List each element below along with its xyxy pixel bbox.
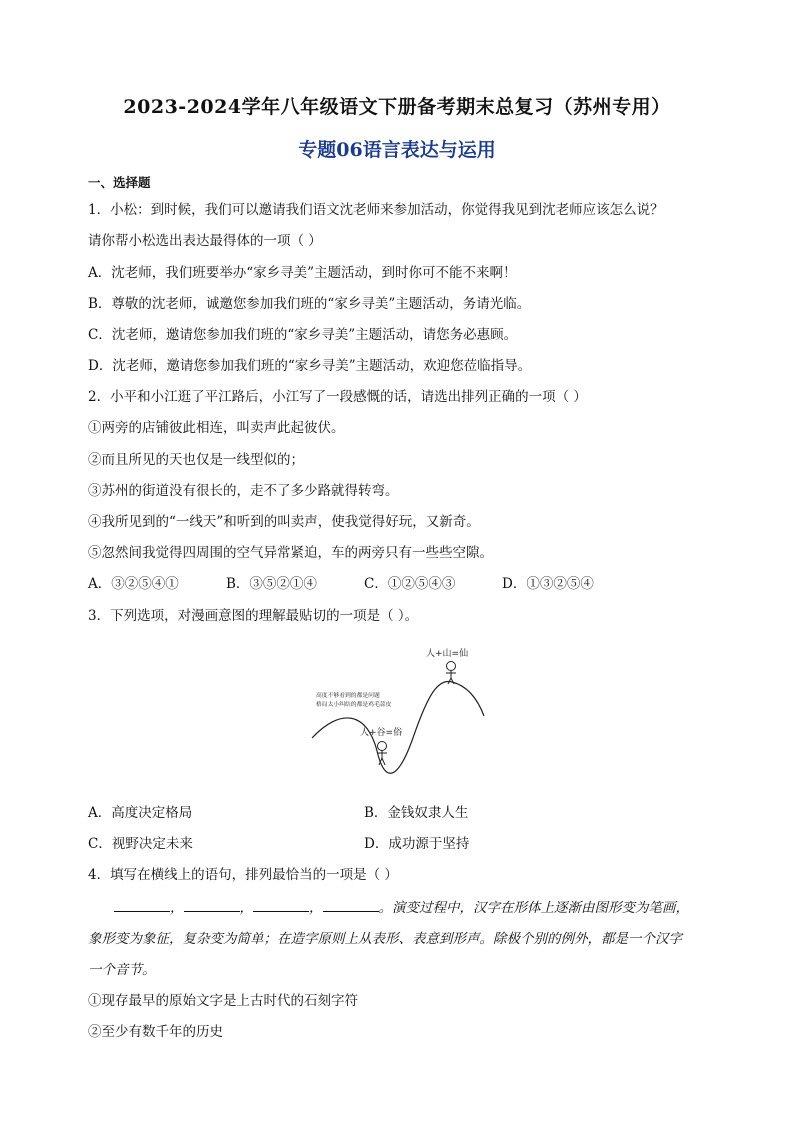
cartoon-top-label: 人+山=仙 [426,649,469,659]
blank-1 [114,899,170,912]
q3-option-d: D．成功源于坚持 [364,836,470,852]
q3-option-a: A．高度决定格局 [88,805,193,821]
q2-sentence-3: ③苏州的街道没有很长的，走不了多少路就得转弯。 [88,483,399,499]
q2-sentence-1: ①两旁的店铺彼此相连，叫卖声此起彼伏。 [88,420,345,436]
q1-stem-line1: 1．小松：到时候，我们可以邀请我们语文沈老师来参加活动，你觉得我见到沈老师应该怎么说？ [88,202,664,218]
document-title: 2023-2024学年八年级语文下册备考期末总复习（苏州专用） [123,96,671,118]
q3-cartoon [310,640,486,780]
q4-passage-line3: 一个音节。 [88,962,156,978]
blank-2 [184,899,240,912]
blank-3 [253,899,309,912]
q4-option-1: ①现存最早的原始文字是上古时代的石刻字符 [88,993,358,1009]
q2-option-a: A．③②⑤④① [88,576,179,592]
q3-option-b: B．金钱奴隶人生 [364,805,469,821]
q2-option-d: D．①③②⑤④ [502,576,594,592]
cartoon-caption-2: 格局太小纠结的都是鸡毛蒜皮 [316,702,392,708]
q1-option-d: D．沈老师，邀请您参加我们班的“家乡寻美”主题活动，欢迎您莅临指导。 [88,358,532,374]
document-subtitle: 专题06语言表达与运用 [298,139,496,161]
q1-option-c: C．沈老师，邀请您参加我们班的“家乡寻美”主题活动，请您务必惠顾。 [88,327,518,343]
blank-4 [323,899,379,912]
q1-option-a: A．沈老师，我们班要举办“家乡寻美”主题活动，到时你可不能不来啊！ [88,265,517,281]
figure-bottom-head [378,742,387,751]
q2-option-b: B．③⑤②①④ [226,576,317,592]
q4-passage-line2: 象形变为象征，复杂变为简单；在造字原则上从表形、表意到形声。除极个别的例外，都是一个汉字 [88,931,682,947]
q2-option-c: C．①②⑤④③ [364,576,456,592]
q2-sentence-5: ⑤忽然间我觉得四周围的空气异常紧迫，车的两旁只有一些些空隙。 [88,545,493,561]
section-heading: 一、选择题 [88,175,151,190]
cartoon-caption-1: 高度不够看到的都是问题 [316,693,380,699]
q2-sentence-2: ②而且所见的天也仅是一线型似的； [88,452,304,468]
q4-option-2: ②至少有数千年的历史 [88,1024,223,1040]
q3-stem: 3．下列选项，对漫画意图的理解最贴切的一项是（ ）。 [88,608,419,624]
q2-sentence-4: ④我所见到的“一线天”和听到的叫卖声，使我觉得好玩，又新奇。 [88,514,480,530]
cartoon-bottom-label: 人+谷=俗 [360,728,403,738]
q4-passage-text1: 演变过程中，汉字在形体上逐渐由图形变为笔画， [392,900,689,916]
q2-stem: 2．小平和小江逛了平江路后，小江写了一段感慨的话，请选出排列正确的一项（ ） [88,389,587,405]
q1-option-b: B．尊敬的沈老师，诚邀您参加我们班的“家乡寻美”主题活动，务请光临。 [88,296,531,312]
q4-passage-line1: ， ， ， 。演变过程中，汉字在形体上逐渐由图形变为笔画， [114,896,744,916]
q3-option-c: C．视野决定未来 [88,836,193,852]
figure-top-head [447,662,456,671]
q1-stem-line2: 请你帮小松选出表达最得体的一项（ ） [88,233,322,249]
q4-stem: 4．填写在横线上的语句，排列最恰当的一项是（ ） [88,867,398,883]
